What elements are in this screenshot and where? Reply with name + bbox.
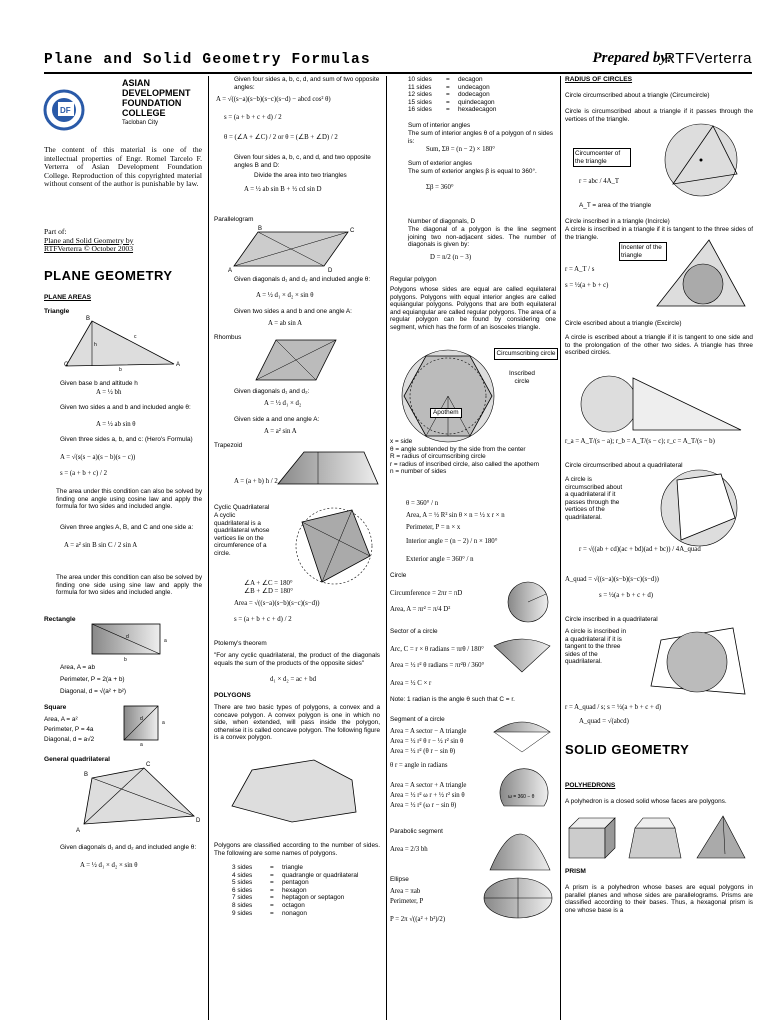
- svg-text:A: A: [228, 268, 233, 274]
- svg-text:d: d: [140, 716, 143, 722]
- triangle-hero: Given three sides a, b, and c: (Hero's Formula): [60, 436, 193, 443]
- triangle-base-altitude: Given base b and altitude h: [60, 380, 138, 387]
- svg-text:D: D: [328, 268, 333, 274]
- heading-parabolic-segment: Parabolic segment: [390, 828, 443, 835]
- rhombus-figure: [256, 336, 356, 386]
- heading-rectangle: Rectangle: [44, 616, 76, 623]
- heading-general-quadrilateral: General quadrilateral: [44, 756, 110, 763]
- formula: A = √(s(s − a)(s − b)(s − c)): [60, 454, 136, 461]
- rectangle-figure: [90, 622, 190, 663]
- polygon-side-count: 6 sides: [232, 886, 253, 894]
- polygon-side-count: 9 sides: [232, 909, 253, 917]
- college-name: ASIAN DEVELOPMENT FOUNDATION COLLEGE Tacloban City: [122, 78, 191, 126]
- polygon-classify: Polygons are classified according to the number of sides. The following are some names of polygons.: [214, 842, 380, 857]
- polygon-side-count: 7 sides: [232, 894, 253, 902]
- formula: r = A_quad / s; s = ½(a + b + c + d): [565, 704, 662, 711]
- omega-label: ω = 360 − θ: [508, 794, 535, 800]
- polygon-name: pentagon: [282, 879, 309, 887]
- heading-triangle: Triangle: [44, 308, 70, 315]
- heading-circumscribed-quad: Circle circumscribed about a quadrilateral: [565, 462, 683, 469]
- sector-figure: [490, 636, 556, 676]
- polygon-side-count: 8 sides: [232, 901, 253, 909]
- formula: s = (a + b + c + d) / 2: [234, 616, 292, 623]
- svg-text:DF: DF: [60, 106, 71, 115]
- formula: r = √((ab + cd)(ac + bd)(ad + bc)) / 4A_quad: [579, 546, 701, 553]
- heading-segment: Segment of a circle: [390, 716, 445, 723]
- formula: Diagonal, d = √(a² + b²): [60, 688, 127, 695]
- polygon-name: octagon: [282, 901, 305, 909]
- formula: ∠B + ∠D = 180°: [244, 588, 294, 595]
- list-item: 4 sides =quadrangle or quadrilateral: [232, 871, 359, 879]
- formula: Area = ½ r² (ω r − sin θ): [390, 802, 457, 809]
- column-divider: [386, 76, 387, 1020]
- polygon-side-count: 3 sides: [232, 864, 253, 871]
- svg-text:d: d: [126, 634, 129, 640]
- formula: Area = ½ C × r: [390, 680, 432, 687]
- formula: A = ½ ab sin θ: [96, 421, 136, 428]
- note: Note: 1 radian is the angle θ such that C = r.: [390, 696, 515, 703]
- svg-text:C: C: [64, 362, 69, 368]
- legend-item: R = radius of circumscribing circle: [390, 453, 486, 461]
- formula: A = ½ d₁ × d₂: [264, 400, 302, 407]
- segment-figure: [490, 716, 556, 756]
- heading-rhombus: Rhombus: [214, 334, 242, 341]
- formula: Perimeter, P = 2(a + b): [60, 676, 125, 683]
- formula: Sum, Σθ = (n − 2) × 180°: [426, 146, 496, 153]
- formula: P = 2π √((a² + b²)/2): [390, 916, 446, 923]
- parallelogram-desc: Given two sides a and b and one angle A:: [234, 308, 352, 315]
- svg-text:B: B: [258, 226, 263, 232]
- svg-text:a: a: [162, 720, 165, 726]
- section-solid-geometry: SOLID GEOMETRY: [565, 742, 690, 757]
- formula: θ = (∠A + ∠C) / 2 or θ = (∠B + ∠D) / 2: [224, 134, 338, 141]
- college-logo: [44, 80, 119, 140]
- prism-desc: A prism is a polyhedron whose bases are equal polygons in parallel planes and whose sides are parallelograms. Prisms are classified according to their bases. Thus, a hexagonal prism is one whose base is a: [565, 884, 753, 914]
- note: A_T = area of the triangle: [579, 202, 652, 209]
- heading-square: Square: [44, 704, 67, 711]
- heading-diagonals: Number of diagonals, D: [408, 218, 476, 225]
- heading-polygons: POLYGONS: [214, 692, 251, 699]
- column-4: [565, 76, 753, 1020]
- callout-incenter: Incenter of the triangle: [619, 242, 667, 261]
- inscribed-quad-figure: [645, 624, 749, 704]
- circumcircle-figure: [653, 120, 753, 200]
- regular-polygon-desc: Polygons whose sides are equal are called equilateral polygons. Polygons with equal interior angles are called equiangular polygons. Polygons that are both equilateral and equiangular are called regular polygons. The area of a regular polygon can be found by considering one segment, which has the form of an isosceles triangle.: [390, 286, 556, 331]
- formula: d₁ × d₂ = ac + bd: [270, 676, 317, 683]
- rhombus-desc: Given diagonals d₁ and d₂:: [234, 388, 310, 395]
- quad-four-sides-desc: Given four sides a, b, c, d, and sum of two opposite angles:: [234, 76, 380, 91]
- note: The area under this condition can also be solved by finding one angle using cosine law and apply the formula for two sides and included angle.: [56, 488, 203, 511]
- subsection-plane-areas: PLANE AREAS: [44, 294, 92, 301]
- page-title: Plane and Solid Geometry Formulas: [44, 52, 371, 68]
- polygon-side-count: 15 sides: [408, 98, 432, 106]
- column-divider: [208, 76, 209, 1020]
- heading-circle: Circle: [390, 572, 407, 579]
- column-divider: [560, 76, 561, 1020]
- formula: Area = πab: [390, 888, 421, 895]
- svg-text:a: a: [164, 638, 167, 644]
- polygon-name: undecagon: [458, 83, 490, 91]
- heading-incircle: Circle inscribed in a triangle (Incircle): [565, 218, 670, 225]
- prepared-by-label: Prepared by:: [592, 50, 672, 66]
- formula: Area = ½ r² (θ r − sin θ): [390, 748, 456, 755]
- svg-text:B: B: [84, 772, 89, 778]
- formula: θ = 360° / n: [406, 500, 439, 507]
- callout-circumcenter: Circumcenter of the triangle: [573, 148, 631, 167]
- parabola-figure: [486, 832, 556, 872]
- list-item: 7 sides =heptagon or septagon: [232, 894, 345, 902]
- callout-circumscribing: Circumscribing circle: [494, 348, 558, 360]
- column-1: [44, 76, 202, 1020]
- formula: Arc, C = r × θ radians = πrθ / 180°: [390, 646, 484, 653]
- formula: A = √((s−a)(s−b)(s−c)(s−d) − abcd cos² θ): [216, 96, 331, 103]
- svg-text:A: A: [76, 828, 81, 834]
- heading-ptolemy: Ptolemy's theorem: [214, 640, 267, 647]
- formula: s = (a + b + c) / 2: [60, 470, 107, 477]
- heading-regular-polygon: Regular polygon: [390, 276, 437, 283]
- formula: r = abc / 4A_T: [579, 178, 620, 185]
- legend-item: θ = angle subtended by the side from the center: [390, 445, 526, 453]
- svg-text:b: b: [124, 657, 127, 663]
- heading-prism: PRISM: [565, 868, 586, 875]
- incircle-desc: A circle is inscribed in a triangle if it is tangent to the three sides of the triangle.: [565, 226, 753, 241]
- legend-item: n = number of sides: [390, 468, 447, 476]
- list-item: 15 sides =quindecagon: [408, 98, 495, 106]
- svg-text:C: C: [350, 228, 355, 234]
- polygon-side-count: 4 sides: [232, 871, 253, 879]
- author-name: RTFVerterra: [664, 50, 752, 67]
- formula: Σβ = 360°: [426, 184, 454, 191]
- excircle-desc: A circle is escribed about a triangle if it is tangent to one side and to the prolongation of the other two sides. A triangle has three escribed circles.: [565, 334, 753, 357]
- formula: A = ½ d₁ × d₂ × sin θ: [80, 862, 138, 869]
- polygon-name: nonagon: [282, 909, 307, 917]
- formula: A = a² sin A: [264, 428, 297, 435]
- cyclic-quadrilateral-figure: [282, 506, 382, 586]
- svg-text:D: D: [196, 818, 201, 824]
- legend-item: r = radius of inscribed circle, also called the apothem: [390, 460, 540, 468]
- formula: A = ½ ab sin B + ½ cd sin D: [244, 186, 322, 193]
- list-item: 9 sides =nonagon: [232, 909, 307, 917]
- sum-exterior-desc: The sum of exterior angles β is equal to 360°.: [408, 168, 537, 175]
- list-item: 6 sides =hexagon: [232, 886, 307, 894]
- header-rule: [44, 72, 752, 74]
- formula: Area = A sector + A triangle: [390, 782, 467, 789]
- formula: A = (a + b) h / 2: [234, 478, 278, 485]
- heading-sum-exterior: Sum of exterior angles: [408, 160, 472, 167]
- list-item: 5 sides =pentagon: [232, 879, 309, 887]
- diagonals-desc: The diagonal of a polygon is the line segment joining two non-adjacent sides. The number of diagonals is given by:: [408, 226, 556, 249]
- rhombus-desc: Given side a and one angle A:: [234, 416, 320, 423]
- polygon-desc: There are two basic types of polygons, a convex and a concave polygon. A convex polygon is one in which no side, when extended, will pass inside the polygon, otherwise it is called concave polygon. The following figure is a convex polygon.: [214, 704, 380, 742]
- section-plane-geometry: PLANE GEOMETRY: [44, 268, 173, 283]
- formula: A = ½ bh: [96, 389, 122, 396]
- convex-polygon-figure: [222, 756, 372, 826]
- formula: Area = A sector − A triangle: [390, 728, 467, 735]
- polygon-side-count: 16 sides: [408, 106, 432, 114]
- adf-seal-icon: [44, 80, 119, 140]
- circumscribed-quad-desc: A circle is circumscribed about a quadrilateral if it passes through the vertices of the quadrilateral.: [565, 476, 623, 521]
- heading-parallelogram: Parallelogram: [214, 216, 254, 223]
- formula: Area = ½ r² θ radians = πr²θ / 360°: [390, 662, 485, 669]
- polygon-side-count: 12 sides: [408, 91, 432, 99]
- regular-hexagon-figure: [394, 346, 554, 446]
- heading-cyclic-quadrilateral: Cyclic Quadrilateral: [214, 504, 270, 511]
- formula: A = ½ d₁ × d₂ × sin θ: [256, 292, 314, 299]
- regular-polygon-legend: [390, 438, 556, 476]
- polygon-side-count: 10 sides: [408, 76, 432, 83]
- formula: Perimeter, P = n × x: [406, 524, 461, 531]
- polyhedra-figure: [565, 814, 753, 860]
- triangle-figure: [64, 316, 194, 371]
- heading-circumcircle: Circle circumscribed about a triangle (Circumcircle): [565, 92, 710, 99]
- formula: s = (a + b + c + d) / 2: [224, 114, 282, 121]
- parallelogram-desc: Given diagonals d₁ and d₂ and included angle θ:: [234, 276, 371, 283]
- formula: Diagonal, d = a√2: [44, 736, 95, 743]
- formula: Circumference = 2πr = πD: [390, 590, 463, 597]
- triangle-three-angles: Given three angles A, B, and C and one side a:: [60, 524, 194, 531]
- callout-inscribed: Inscribed circle: [509, 370, 535, 385]
- polyhedron-desc: A polyhedron is a closed solid whose faces are polygons.: [565, 798, 727, 805]
- formula: A = ab sin A: [268, 320, 303, 327]
- ptolemy-desc: "For any cyclic quadrilateral, the product of the diagonals equals the sum of the products of the opposite sides": [214, 652, 380, 667]
- triangle-two-sides: Given two sides a and b and included angle θ:: [60, 404, 191, 411]
- svg-text:c: c: [134, 334, 137, 340]
- trapezoid-figure: [274, 448, 384, 488]
- formula: A_quad = √((s−a)(s−b)(s−c)(s−d)): [565, 576, 659, 583]
- polygon-name: quindecagon: [458, 98, 495, 106]
- list-item: 16 sides =hexadecagon: [408, 106, 497, 114]
- formula: Area = 2/3 bh: [390, 846, 428, 853]
- circumscribed-quad-figure: [659, 468, 739, 548]
- ellipse-figure: [482, 876, 556, 920]
- square-figure: [122, 704, 172, 746]
- note: The area under this condition can also be solved by finding one side using sine law and apply the formula for two sides and included angle.: [56, 574, 203, 597]
- formula: Area, A = ab: [60, 664, 95, 671]
- formula: Interior angle = (n − 2) / n × 180°: [406, 538, 498, 545]
- polygon-name: heptagon or septagon: [282, 894, 345, 902]
- copyright-notice: The content of this material is one of the intellectual properties of Engr. Romel Tarcelo F. Verterra of Asian Development Foundation College. Reproduction of this copyrighted material without consent of the author is punishable by law.: [44, 145, 202, 189]
- formula: Area = ½ r² θ r − ½ r² sin θ: [390, 738, 464, 745]
- header: [44, 50, 752, 72]
- heading-sector: Sector of a circle: [390, 628, 438, 635]
- polygon-side-count: 5 sides: [232, 879, 253, 887]
- heading-trapezoid: Trapezoid: [214, 442, 243, 449]
- formula: Area = √((s−a)(s−b)(s−c)(s−d)): [234, 600, 320, 607]
- column-3: [390, 76, 556, 1020]
- cyclic-quad-desc: A cyclic quadrilateral is a quadrilateral whose vertices lie on the circumference of a circle.: [214, 512, 270, 557]
- formula: s = ½(a + b + c + d): [599, 592, 654, 599]
- polygon-name: quadrangle or quadrilateral: [282, 871, 359, 879]
- polygon-name: hexadecagon: [458, 106, 497, 114]
- legend-item: x = side: [390, 438, 413, 445]
- circumcircle-desc: Circle is circumscribed about a triangle if it passes through the vertices of the triangle.: [565, 108, 753, 123]
- formula: θ r = angle in radians: [390, 762, 448, 769]
- polygon-names-list: [408, 76, 496, 114]
- svg-text:B: B: [86, 316, 91, 322]
- heading-radius-of-circles: RADIUS OF CIRCLES: [565, 76, 633, 83]
- formula: Area, A = ½ R² sin θ × n = ½ x r × n: [406, 512, 505, 519]
- list-item: 3 sides =triangle: [232, 864, 303, 871]
- excircle-figure: [573, 374, 743, 434]
- polygon-name: dodecagon: [458, 91, 490, 99]
- general-quadrilateral-figure: [74, 762, 204, 836]
- formula: Area, A = πr² = π/4 D²: [390, 606, 451, 613]
- heading-excircle: Circle escribed about a triangle (Excircle): [565, 320, 682, 327]
- subsection-polyhedrons: POLYHEDRONS: [565, 782, 616, 789]
- polygon-name: hexagon: [282, 886, 307, 894]
- formula: ∠A + ∠C = 180°: [244, 580, 293, 587]
- list-item: 11 sides =undecagon: [408, 83, 490, 91]
- formula: Exterior angle = 360° / n: [406, 556, 474, 563]
- callout-apothem: Apothem: [430, 408, 462, 418]
- svg-text:a: a: [140, 742, 143, 748]
- formula: D = n/2 (n − 3): [430, 254, 472, 261]
- general-quad-desc: Given diagonals d₁ and d₂ and included angle θ:: [60, 844, 197, 851]
- note: Divide the area into two triangles: [254, 172, 347, 179]
- svg-text:b: b: [119, 367, 122, 373]
- heading-ellipse: Ellipse: [390, 876, 409, 883]
- sum-interior-desc: The sum of interior angles θ of a polygon of n sides is:: [408, 130, 553, 145]
- part-of: Part of: Plane and Solid Geometry by RTFVerterra © October 2003: [44, 227, 134, 254]
- list-item: 10 sides =decagon: [408, 76, 483, 83]
- list-item: 12 sides =dodecagon: [408, 91, 490, 99]
- svg-text:h: h: [94, 342, 97, 348]
- polygon-names-list: [232, 864, 358, 917]
- polygon-name: triangle: [282, 864, 303, 871]
- circle-figure: [506, 580, 556, 624]
- formula: Area, A = a²: [44, 716, 78, 723]
- formula: Perimeter, P: [390, 898, 424, 905]
- formula: A_quad = √(abcd): [579, 718, 629, 725]
- formula: Perimeter, P = 4a: [44, 726, 94, 733]
- formula: Area = ½ r² ω r + ½ r² sin θ: [390, 792, 465, 799]
- heading-inscribed-quad: Circle inscribed in a quadrilateral: [565, 616, 658, 623]
- formula: r_a = A_T/(s − a); r_b = A_T/(s − c); r_c = A_T/(s − b): [565, 438, 715, 445]
- parallelogram-figure: [228, 226, 368, 276]
- inscribed-quad-desc: A circle is inscribed in a quadrilateral if it is tangent to the three sides of the quadrilateral.: [565, 628, 627, 666]
- formula: r = A_T / s: [565, 266, 595, 273]
- formula: s = ½(a + b + c): [565, 282, 609, 289]
- polygon-side-count: 11 sides: [408, 83, 432, 91]
- svg-text:C: C: [146, 762, 151, 768]
- quad-two-angles-desc: Given four sides a, b, c, and d, and two opposite angles B and D:: [234, 154, 371, 169]
- heading-sum-interior: Sum of interior angles: [408, 122, 471, 129]
- formula: A = a² sin B sin C / 2 sin A: [64, 542, 138, 549]
- list-item: 8 sides =octagon: [232, 901, 305, 909]
- column-2: [214, 76, 382, 1020]
- polygon-name: decagon: [458, 76, 483, 83]
- svg-text:A: A: [176, 362, 181, 368]
